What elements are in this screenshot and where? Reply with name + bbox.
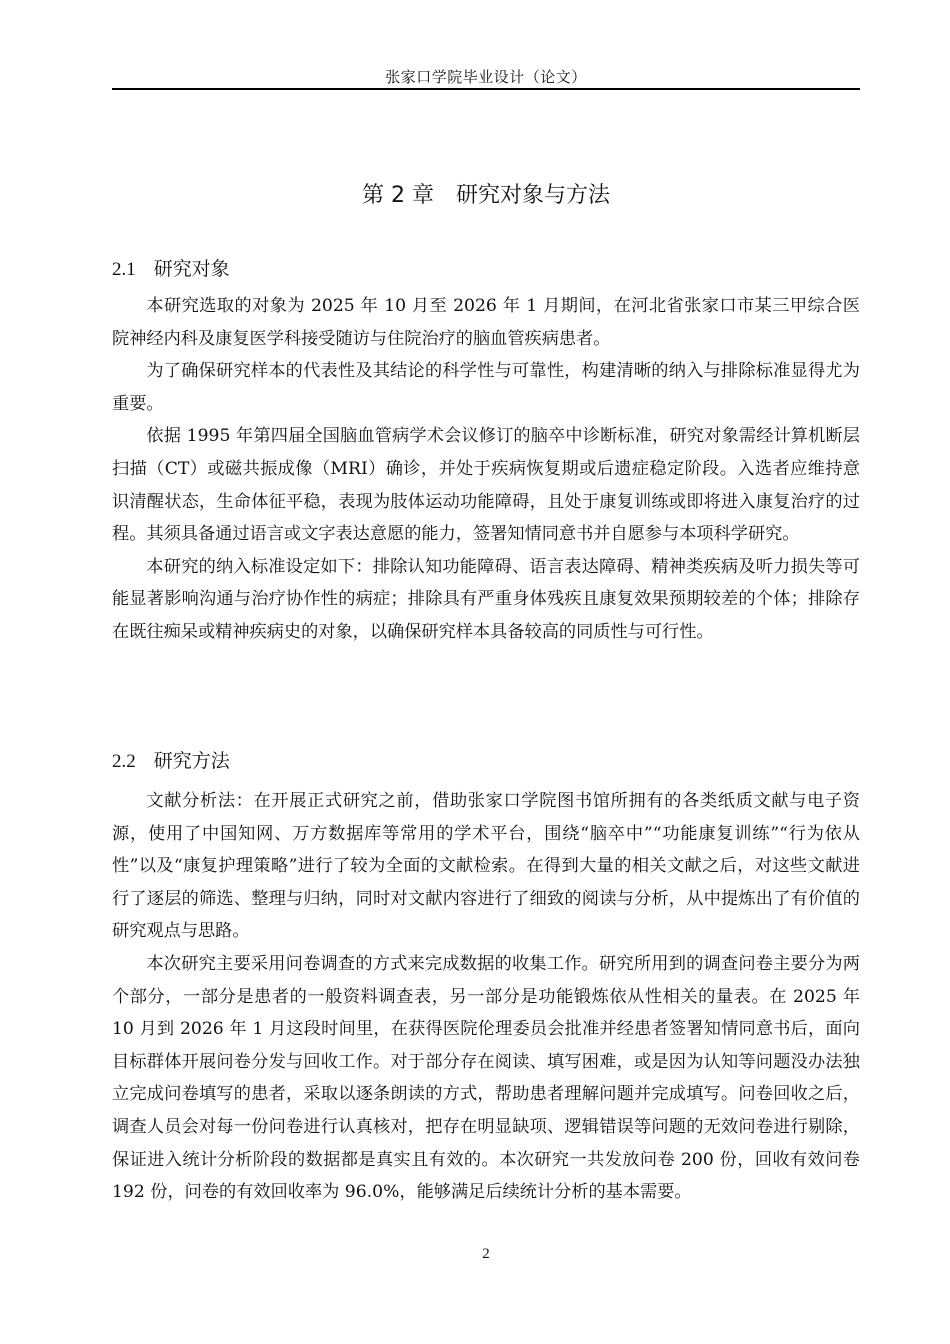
section-title: 研究对象: [153, 258, 230, 280]
section-number: 2.2: [112, 751, 136, 772]
paragraph: 文献分析法：在开展正式研究之前，借助张家口学院图书馆所拥有的各类纸质文献与电子资源，使用了中国知网、万方数据库等常用的学术平台，围绕“脑卒中”“功能康复训练”“行为依从性”以及“康复护理策略”进行了较为全面的文献检索。在得到大量的相关文献之后，对这些文献进行了逐层的筛选、整理与归纳，同时对文献内容进行了细致的阅读与分析，从中提炼出了有价值的研究观点与思路。: [112, 791, 860, 942]
running-header: 张家口学院毕业设计（论文）: [385, 68, 587, 86]
section-body-2-2: [112, 785, 860, 1209]
section-body-2-1: [112, 290, 860, 649]
section-heading-2-2: [112, 746, 860, 773]
paragraph: 本研究的纳入标准设定如下：排除认知功能障碍、语言表达障碍、精神类疾病及听力损失等可能显著影响沟通与治疗协作性的病症；排除具有严重身体残疾且康复效果预期较差的个体；排除存在既往痴呆或精神疾病史的对象，以确保研究样本具备较高的同质性与可行性。: [112, 556, 860, 642]
paragraph: 本次研究主要采用问卷调查的方式来完成数据的收集工作。研究所用到的调查问卷主要分为两个部分，一部分是患者的一般资料调查表，另一部分是功能锻炼依从性相关的量表。在 2025 年 10 月到 2026 年 1 月这段时间里，在获得医院伦理委员会批准并经患者签署知情同意书后，面向目标群体开展问卷分发与回收工作。对于部分存在阅读、填写困难，或是因为认知等问题没办法独立完成问卷填写的患者，采取以逐条朗读的方式，帮助患者理解问题并完成填写。问卷回收之后，调查人员会对每一份问卷进行认真核对，把存在明显缺项、逻辑错误等问题的无效问卷进行剔除，保证进入统计分析阶段的数据都是真实且有效的。本次研究一共发放问卷 200 份，回收有效问卷 192 份，问卷的有效回收率为 96.0%，能够满足后续统计分析的基本需要。: [112, 953, 860, 1203]
section-title: 研究方法: [153, 750, 230, 772]
chapter-title: 第 2 章 研究对象与方法: [362, 183, 610, 208]
paragraph: 为了确保研究样本的代表性及其结论的科学性与可靠性，构建清晰的纳入与排除标准显得尤为重要。: [112, 361, 860, 414]
paragraph: 本研究选取的对象为 2025 年 10 月至 2026 年 1 月期间，在河北省张家口市某三甲综合医院神经内科及康复医学科接受随访与住院治疗的脑血管疾病患者。: [112, 296, 860, 349]
section-heading-2-1: [112, 254, 860, 281]
page-number: 2: [482, 1246, 490, 1262]
section-number: 2.1: [112, 259, 136, 280]
paragraph: 依据 1995 年第四届全国脑血管病学术会议修订的脑卒中诊断标准，研究对象需经计算机断层扫描（CT）或磁共振成像（MRI）确诊，并处于疾病恢复期或后遗症稳定阶段。入选者应维持意识清醒状态，生命体征平稳，表现为肢体运动功能障碍，且处于康复训练或即将进入康复治疗的过程。其须具备通过语言或文字表达意愿的能力，签署知情同意书并自愿参与本项科学研究。: [112, 426, 860, 545]
header-rule: [112, 88, 860, 90]
